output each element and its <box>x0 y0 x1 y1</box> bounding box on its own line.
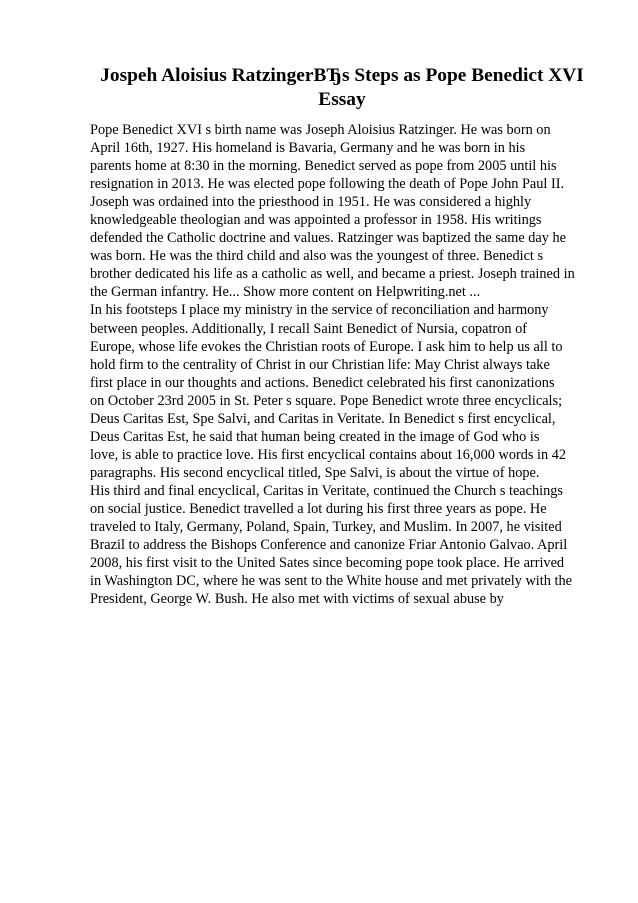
essay-body <box>90 121 610 608</box>
body-text-line: on October 23rd 2005 in St. Peter s square. Pope Benedict wrote three encyclicals; <box>90 392 563 409</box>
title-line: Essay <box>318 89 366 110</box>
body-text-line: love, is able to practice love. His first encyclical contains about 16,000 words in 42 <box>90 446 567 463</box>
body-text-line: parents home at 8:30 in the morning. Benedict served as pope from 2005 until his <box>90 158 557 175</box>
body-text-line: first place in our thoughts and actions. Benedict celebrated his first canonizations <box>90 374 555 391</box>
body-text-line: Deus Caritas Est, Spe Salvi, and Caritas in Veritate. In Benedict s first encyclical, <box>90 410 556 427</box>
body-text-line: Pope Benedict XVI s birth name was Joseph Aloisius Ratzinger. He was born on <box>90 122 551 138</box>
body-text-line: Joseph was ordained into the priesthood in 1951. He was considered a highly <box>90 194 532 211</box>
body-text-line: traveled to Italy, Germany, Poland, Spain, Turkey, and Muslim. In 2007, he visited <box>90 519 562 536</box>
essay-title <box>88 64 596 112</box>
body-text-line: Europe, whose life evokes the Christian roots of Europe. I ask him to help us all to <box>90 338 563 355</box>
body-text-line: on social justice. Benedict travelled a lot during his first three years as pope. He <box>90 500 547 517</box>
body-text-line: April 16th, 1927. His homeland is Bavaria, Germany and he was born in his <box>90 140 526 157</box>
body-text-line: the German infantry. He... Show more content on Helpwriting.net ... <box>90 284 481 301</box>
body-text-line: His third and final encyclical, Caritas in Veritate, continued the Church s teachings <box>90 482 563 499</box>
title-line: Jospeh Aloisius RatzingerBЂs Steps as Pope Benedict XVI <box>100 65 584 86</box>
body-text-line: 2008, his first visit to the United Sates since becoming pope took place. He arrived <box>90 555 565 572</box>
body-text-line: hold firm to the centrality of Christ in our Christian life: May Christ always take <box>90 356 550 373</box>
body-text-line: defended the Catholic doctrine and values. Ratzinger was baptized the same day he <box>90 230 566 247</box>
body-text-line: between peoples. Additionally, I recall Saint Benedict of Nursia, copatron of <box>90 320 527 337</box>
body-text-line: resignation in 2013. He was elected pope following the death of Pope John Paul II. <box>90 176 565 193</box>
body-text-line: Deus Caritas Est, he said that human being created in the image of God who is <box>90 428 540 445</box>
body-text-line: In his footsteps I place my ministry in the service of reconciliation and harmony <box>90 302 549 319</box>
body-text-line: knowledgeable theologian and was appointed a professor in 1958. His writings <box>90 212 542 229</box>
body-text-line: Brazil to address the Bishops Conference and canonize Friar Antonio Galvao. April <box>90 537 568 554</box>
body-text-line: in Washington DC, where he was sent to the White house and met privately with the <box>90 573 572 590</box>
body-text-line: President, George W. Bush. He also met with victims of sexual abuse by <box>90 591 504 608</box>
body-text-line: paragraphs. His second encyclical titled, Spe Salvi, is about the virtue of hope. <box>90 464 540 481</box>
body-text-line: brother dedicated his life as a catholic as well, and became a priest. Joseph trained in <box>90 266 575 283</box>
body-text-line: was born. He was the third child and also was the youngest of three. Benedict s <box>90 248 544 265</box>
